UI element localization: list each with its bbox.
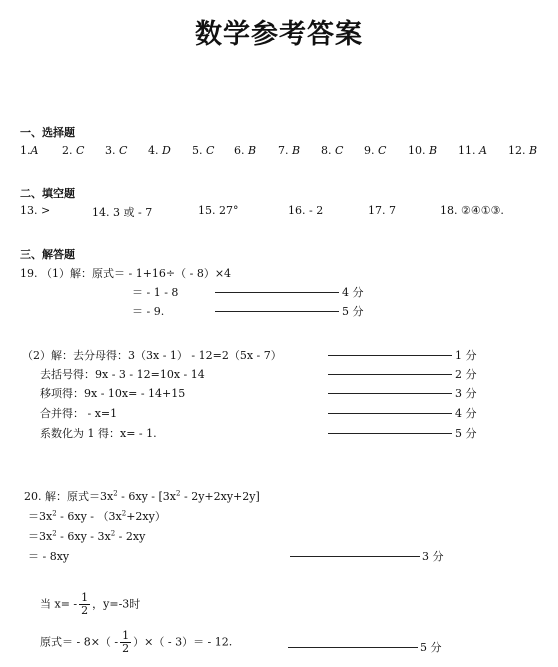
fill-answers <box>20 204 550 220</box>
q20-result-line: 原式＝ - 8×（ - $\frac{1}{2}$ ）×（ - 3）＝ - 12. <box>40 629 233 655</box>
score-label: 4 分 <box>342 286 364 299</box>
score-label: 5 分 <box>455 427 477 440</box>
q20-when-line: 当 x= - $\frac{1}{2}$ ，y=-3时 <box>40 591 141 617</box>
choice-answer: 7. B <box>278 144 301 157</box>
choice-answer: 2. C <box>62 144 85 157</box>
score-label: 4 分 <box>455 407 477 420</box>
fill-answer: 16. - 2 <box>288 204 324 217</box>
choice-answers <box>20 144 550 158</box>
fraction: $\frac{1}{2}$ <box>122 629 130 655</box>
score-dash <box>328 413 452 414</box>
page-title: 数学参考答案 <box>195 19 363 50</box>
score-label: 5 分 <box>342 305 364 318</box>
fill-answer: 13. > <box>20 204 51 217</box>
q19-part1-line: ＝ - 9. <box>132 305 165 318</box>
score-label: 5 分 <box>420 641 442 654</box>
fill-answer: 18. ②④①③. <box>440 204 504 217</box>
q20-line: ＝ - 8xy <box>28 550 70 563</box>
choice-answer: 6. B <box>234 144 257 157</box>
fill-answer: 15. 27° <box>198 204 239 217</box>
choice-answer: 10. B <box>408 144 438 157</box>
choice-answer: 3. C <box>105 144 128 157</box>
q20-line: 20. 解：原式$=3x^2 - 6xy - [3x^2 - 2y+2xy+2y]$ <box>24 489 260 503</box>
score-dash <box>328 355 452 356</box>
choice-answer: 8. C <box>321 144 344 157</box>
q19-part1-line: ＝ - 1 - 8 <box>132 286 179 299</box>
q19-part2-line: 移项得：9x - 10x= - 14+15 <box>40 387 186 400</box>
choice-answer: 11. A <box>458 144 487 157</box>
choice-answer: 9. C <box>364 144 387 157</box>
score-dash <box>328 433 452 434</box>
q19-part2-line: 合并得： - x=1 <box>40 407 118 420</box>
score-dash <box>290 556 420 557</box>
score-dash <box>215 311 339 312</box>
fraction: $\frac{1}{2}$ <box>81 591 89 617</box>
choice-answer: 12. B <box>508 144 538 157</box>
score-label: 2 分 <box>455 368 477 381</box>
fill-heading: 二、填空题 <box>20 187 75 200</box>
q20-line: $=3x^2 - 6xy - (3x^2+2xy)$ <box>28 509 166 523</box>
choice-answer: 4. D <box>148 144 171 157</box>
q19-part2-line: 系数化为 1 得：x= - 1. <box>40 427 157 440</box>
score-dash <box>288 647 418 648</box>
q20-line: $=3x^2 - 6xy - 3x^2 - 2xy$ <box>28 529 146 543</box>
score-dash <box>215 292 339 293</box>
choice-answer: 5. C <box>192 144 215 157</box>
q19-part1-line: 19. （1）解：原式＝ - 1+16÷（ - 8）×4 <box>20 267 232 280</box>
score-label: 1 分 <box>455 349 477 362</box>
score-label: 3 分 <box>455 387 477 400</box>
score-dash <box>328 393 452 394</box>
q19-part2-line: 去括号得：9x - 3 - 12=10x - 14 <box>40 368 205 381</box>
fill-answer: 14. 3 或 - 7 <box>92 206 153 219</box>
solve-heading: 三、解答题 <box>20 248 75 261</box>
score-label: 3 分 <box>422 550 444 563</box>
q19-part2-line: （2）解：去分母得：3（3x - 1） - 12=2（5x - 7） <box>22 349 282 362</box>
choice-answer: 1.A <box>20 144 39 157</box>
fill-answer: 17. 7 <box>368 204 396 217</box>
score-dash <box>328 374 452 375</box>
choice-heading: 一、选择题 <box>20 126 75 139</box>
